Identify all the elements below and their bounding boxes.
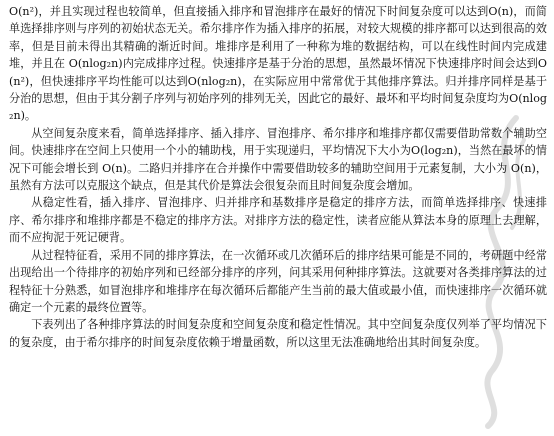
body-text xyxy=(9,3,547,351)
paragraph-stability: 从稳定性看，插入排序、冒泡排序、归并排序和基数排序是稳定的排序方法，而简单选择排序、快速排序、希尔排序和堆排序都是不稳定的排序方法。对排序方法的稳定性，读者应能从算法本身的原理上去理解，而不应拘泥于死记硬背。 xyxy=(9,196,547,245)
paragraph-process-features: 从过程特征看，采用不同的排序算法，在一次循环或几次循环后的排序结果可能是不同的，考研题中经常出现给出一个待排序的初始序列和已经部分排序的序列，问其采用何种排序算法。这就要对各类排序算法的过程特征十分熟悉，如冒泡排序和堆排序在每次循环后都能产生当前的最大值或最小值，而快速排序一次循环就确定一个元素的最终位置等。 xyxy=(9,248,547,314)
paragraph-complexity-overview: O(n²)，并且实现过程也较简单，但直接插入排序和冒泡排序在最好的情况下时间复杂度可以达到O(n)，而简单选择排序则与序列的初始状态无关。希尔排序作为插入排序的拓展，对较大规模的排序都可以达到很高的效率，但是目前未得出其精确的渐近时间。堆排序是利用了一种称为堆的数据结构，可以在线性时间内完成建堆，并且在 O(nlog₂n)内完成排序过程。快速排序是基于分治的思想，虽然最坏情况下快速排序时间会达到O(n²)，但快速排序平均性能可以达到O(nlog₂n)，在实际应用中常常优于其他排序算法。归并排序同样是基于分治的思想，但由于其分割子序列与初始序列的排列无关，因此它的最好、最坏和平均时间复杂度均为O(nlog₂n)。 xyxy=(9,5,547,123)
paragraph-space-complexity: 从空间复杂度来看，简单选择排序、插入排序、冒泡排序、希尔排序和堆排序都仅需要借助常数个辅助空间。快速排序在空间上只使用一个小的辅助栈，用于实现递归，平均情况下大小为O(log₂n)，当然在最坏的情况下可能会增长到 O(n)。二路归并排序在合并操作中需要借助较多的辅助空间用于元素复制，大小为 O(n)，虽然有方法可以克服这个缺点，但是其代价是算法会很复杂而且时间复杂度会增加。 xyxy=(9,126,547,193)
paragraph-table-intro: 下表列出了各种排序算法的时间复杂度和空间复杂度和稳定性情况。其中空间复杂度仅列举了平均情况下的复杂度，由于希尔排序的时间复杂度依赖于增量函数，所以这里无法准确地给出其时间复杂度。 xyxy=(9,318,547,349)
